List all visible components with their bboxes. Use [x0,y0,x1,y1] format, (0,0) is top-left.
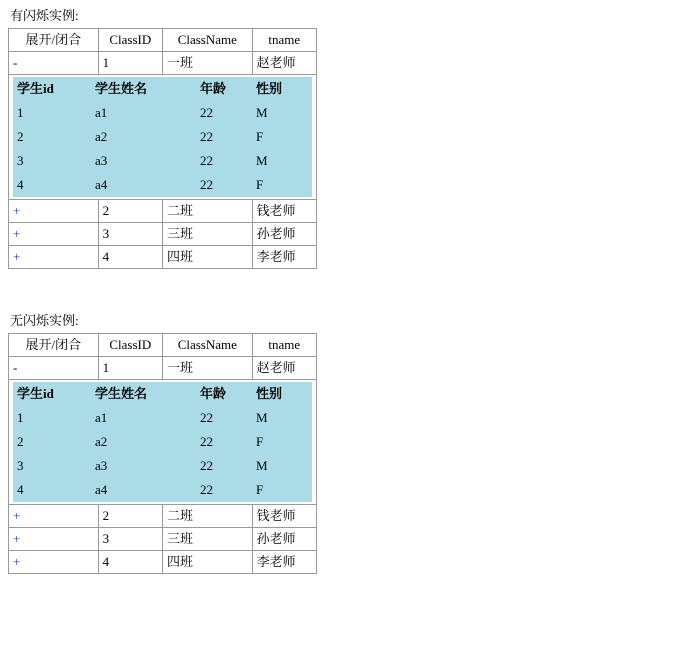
student-cell-gender: F [256,434,264,449]
section-no-flicker [8,313,680,574]
student-column-header-gender: 性别 [256,81,283,96]
cell-tname: 赵老师 [252,52,316,75]
column-header-tname: tname [252,334,316,357]
class-table [8,333,317,574]
column-header-toggle: 展开/闭合 [9,334,99,357]
row-toggle-button[interactable]: + [9,223,99,246]
student-cell-age: 22 [200,129,213,144]
student-cell-name: a2 [95,129,108,144]
cell-tname: 钱老师 [252,505,316,528]
student-row [13,430,312,454]
table-row [9,52,317,75]
student-cell-age: 22 [200,105,213,120]
class-table-header-row [9,29,317,52]
student-cell-gender: M [256,458,268,473]
cell-tname: 孙老师 [252,528,316,551]
student-cell-gender: F [256,177,264,192]
cell-classname: 三班 [162,223,252,246]
cell-classname: 一班 [162,357,252,380]
student-cell-id: 4 [17,482,24,497]
student-cell-name: a3 [95,458,108,473]
column-header-classid: ClassID [98,29,162,52]
student-cell-gender: F [256,129,264,144]
student-column-header-gender: 性别 [256,386,283,401]
table-row [9,246,317,269]
student-column-header-age: 年龄 [200,81,227,96]
cell-classid: 3 [98,223,162,246]
cell-classname: 四班 [162,551,252,574]
detail-row [9,75,317,200]
student-table-head [13,382,312,406]
row-toggle-button[interactable]: + [9,528,99,551]
column-header-classid: ClassID [98,334,162,357]
student-column-header-name: 学生姓名 [95,386,148,401]
student-table-header-row [13,382,312,406]
cell-classid: 3 [98,528,162,551]
student-cell-age: 22 [200,410,213,425]
student-cell-age: 22 [200,458,213,473]
student-row [13,101,312,125]
row-toggle-button[interactable]: - [9,357,99,380]
student-table [13,382,312,502]
student-cell-id: 1 [17,105,24,120]
student-table-body [13,101,312,197]
student-cell-id: 3 [17,153,24,168]
cell-classname: 二班 [162,200,252,223]
student-cell-name: a3 [95,153,108,168]
column-header-classname: ClassName [162,29,252,52]
column-header-tname: tname [252,29,316,52]
table-row [9,551,317,574]
row-toggle-button[interactable]: + [9,246,99,269]
student-cell-gender: M [256,153,268,168]
cell-classid: 2 [98,200,162,223]
student-table-body [13,406,312,502]
table-row [9,223,317,246]
table-row [9,528,317,551]
student-cell-age: 22 [200,434,213,449]
cell-classid: 4 [98,551,162,574]
student-row [13,173,312,197]
cell-classname: 二班 [162,505,252,528]
student-cell-gender: M [256,105,268,120]
student-row [13,406,312,430]
column-header-toggle: 展开/闭合 [9,29,99,52]
detail-row [9,380,317,505]
class-table [8,28,317,269]
student-cell-name: a4 [95,177,108,192]
cell-classid: 4 [98,246,162,269]
cell-classid: 1 [98,52,162,75]
row-toggle-button[interactable]: + [9,505,99,528]
row-toggle-button[interactable]: - [9,52,99,75]
class-table-body [9,357,317,574]
student-column-header-id: 学生id [17,81,54,96]
student-table [13,77,312,197]
student-row [13,149,312,173]
cell-classid: 1 [98,357,162,380]
student-cell-id: 2 [17,434,24,449]
student-table-header-row [13,77,312,101]
class-table-head [9,29,317,52]
student-cell-id: 3 [17,458,24,473]
cell-tname: 李老师 [252,246,316,269]
cell-classname: 一班 [162,52,252,75]
student-cell-name: a1 [95,410,108,425]
table-row [9,505,317,528]
cell-classname: 三班 [162,528,252,551]
detail-cell [9,380,317,505]
student-cell-id: 1 [17,410,24,425]
cell-classid: 2 [98,505,162,528]
student-column-header-age: 年龄 [200,386,227,401]
student-cell-name: a1 [95,105,108,120]
student-row [13,478,312,502]
student-cell-name: a4 [95,482,108,497]
student-cell-age: 22 [200,153,213,168]
cell-tname: 赵老师 [252,357,316,380]
column-header-classname: ClassName [162,334,252,357]
student-cell-id: 4 [17,177,24,192]
student-row [13,125,312,149]
table-row [9,200,317,223]
student-cell-name: a2 [95,434,108,449]
section-flicker [8,8,680,269]
student-column-header-name: 学生姓名 [95,81,148,96]
student-cell-id: 2 [17,129,24,144]
cell-classname: 四班 [162,246,252,269]
student-cell-age: 22 [200,177,213,192]
section-title: 有闪烁实例: [10,8,79,23]
detail-cell [9,75,317,200]
student-cell-age: 22 [200,482,213,497]
class-table-header-row [9,334,317,357]
cell-tname: 李老师 [252,551,316,574]
cell-tname: 钱老师 [252,200,316,223]
section-title: 无闪烁实例: [10,313,79,328]
student-cell-gender: M [256,410,268,425]
student-cell-gender: F [256,482,264,497]
row-toggle-button[interactable]: + [9,551,99,574]
class-table-body [9,52,317,269]
student-column-header-id: 学生id [17,386,54,401]
table-row [9,357,317,380]
student-row [13,454,312,478]
class-table-head [9,334,317,357]
cell-tname: 孙老师 [252,223,316,246]
student-table-head [13,77,312,101]
section-spacer [8,269,680,313]
row-toggle-button[interactable]: + [9,200,99,223]
